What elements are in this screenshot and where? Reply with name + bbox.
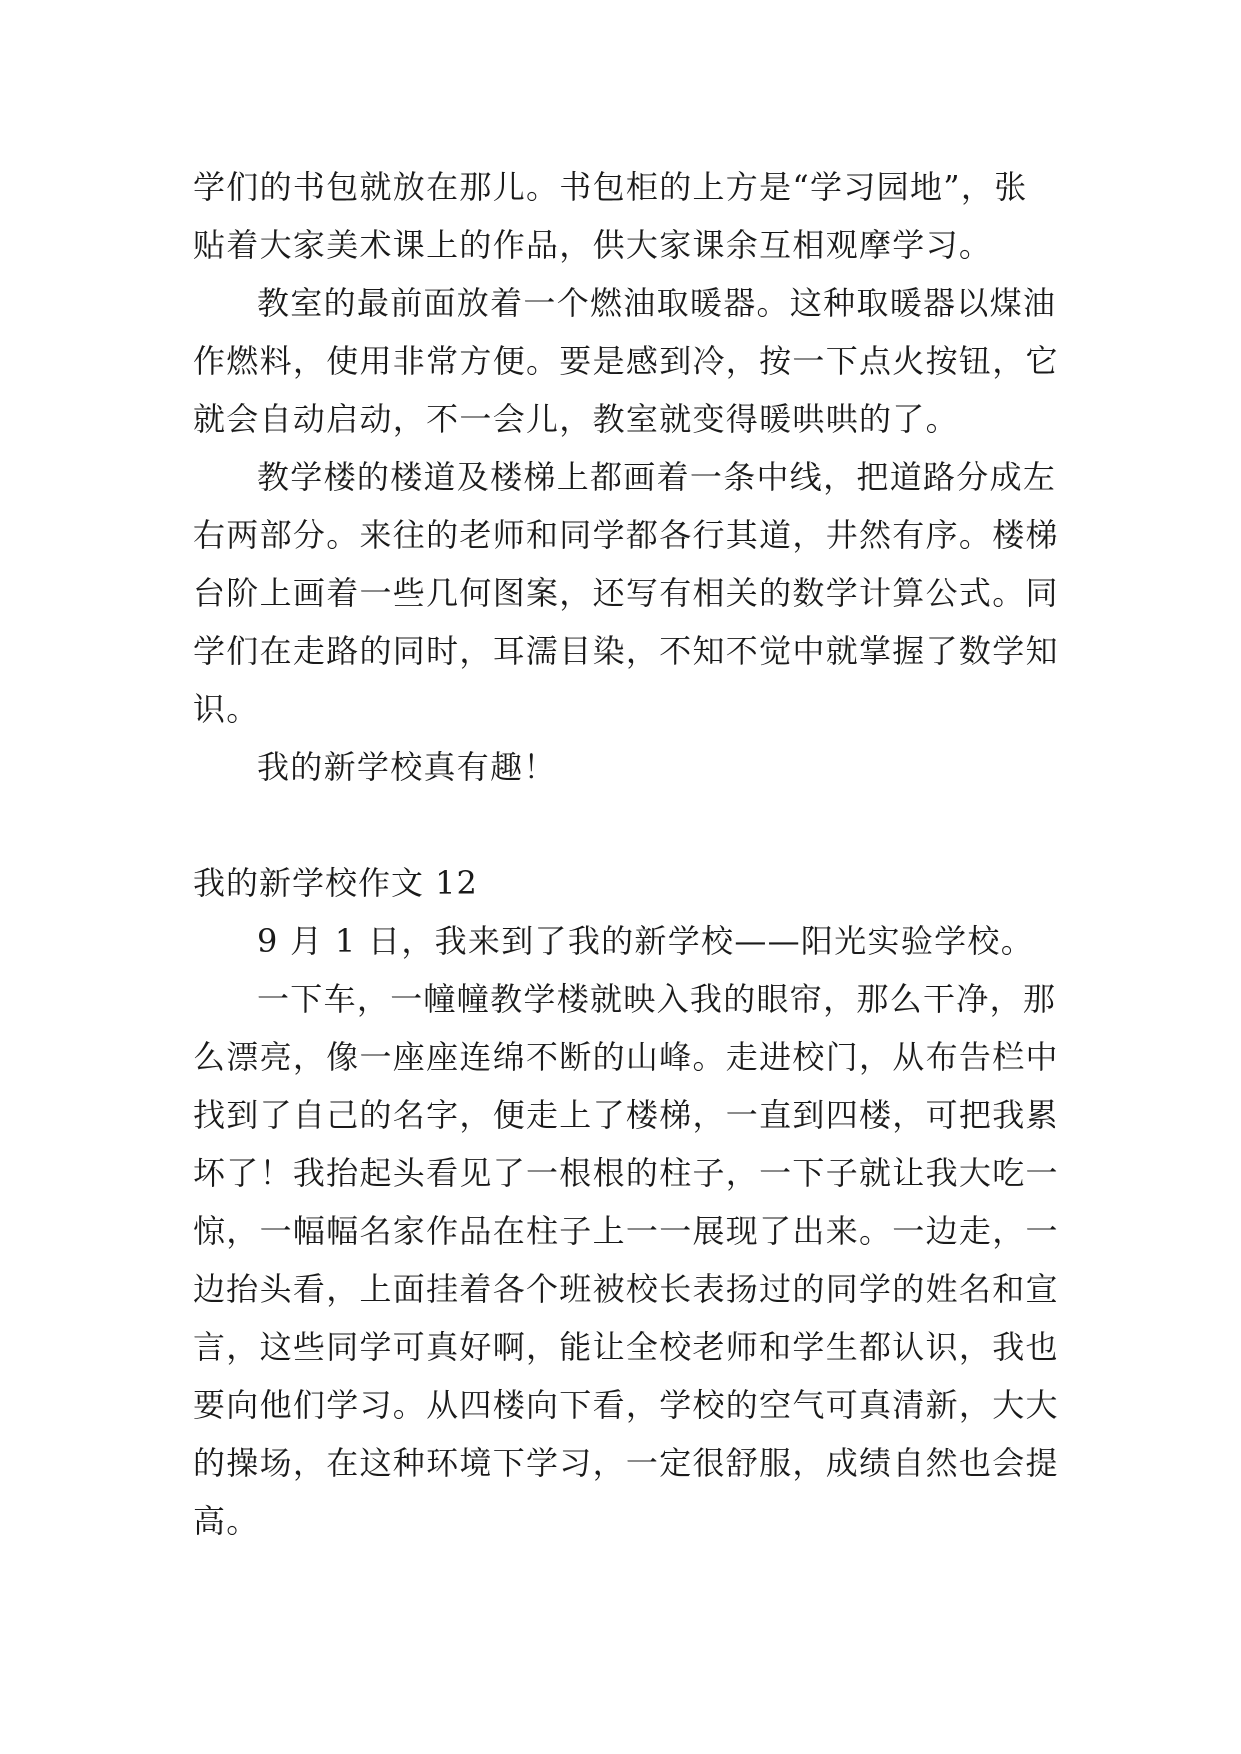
paragraph-date bbox=[193, 912, 1055, 970]
section-gap bbox=[193, 796, 1055, 854]
text-line: 右两部分。来往的老师和同学都各行其道，井然有序。楼梯 bbox=[193, 516, 1059, 554]
text-line: 就会自动启动，不一会儿，教室就变得暖哄哄的了。 bbox=[193, 400, 959, 438]
document-page bbox=[193, 158, 1059, 1550]
text-line: 台阶上画着一些几何图案，还写有相关的数学计算公式。同 bbox=[193, 574, 1059, 612]
text-line: 么漂亮，像一座座连绵不断的山峰。走进校门，从布告栏中 bbox=[193, 1038, 1059, 1076]
paragraph-heater bbox=[193, 274, 1059, 448]
text-line: 边抬头看，上面挂着各个班被校长表扬过的同学的姓名和宣 bbox=[193, 1270, 1059, 1308]
text-line: 高。 bbox=[193, 1502, 260, 1540]
text-line: 惊，一幅幅名家作品在柱子上一一展现了出来。一边走，一 bbox=[193, 1212, 1059, 1250]
essay-title: 我的新学校作文 12 bbox=[193, 864, 478, 902]
text-line: 找到了自己的名字，便走上了楼梯，一直到四楼，可把我累 bbox=[193, 1096, 1059, 1134]
paragraph-conclusion bbox=[193, 738, 1055, 796]
text-line: 坏了！我抬起头看见了一根根的柱子，一下子就让我大吃一 bbox=[193, 1154, 1059, 1192]
text-line: 我的新学校真有趣！ bbox=[257, 748, 557, 786]
text-line: 学们的书包就放在那儿。书包柜的上方是“学习园地”，张 bbox=[193, 168, 1028, 206]
paragraph-stairs bbox=[193, 448, 1059, 738]
text-line: 言，这些同学可真好啊，能让全校老师和学生都认识，我也 bbox=[193, 1328, 1059, 1366]
text-line: 教学楼的楼道及楼梯上都画着一条中线，把道路分成左 bbox=[257, 458, 1057, 496]
text-line: 一下车，一幢幢教学楼就映入我的眼帘，那么干净，那 bbox=[257, 980, 1057, 1018]
text-line: 9 月 1 日，我来到了我的新学校——阳光实验学校。 bbox=[257, 922, 1035, 960]
paragraph-bookcase bbox=[193, 158, 1055, 274]
text-line: 学们在走路的同时，耳濡目染，不知不觉中就掌握了数学知 bbox=[193, 632, 1059, 670]
text-line: 识。 bbox=[193, 690, 260, 728]
text-line: 要向他们学习。从四楼向下看，学校的空气可真清新，大大 bbox=[193, 1386, 1059, 1424]
text-line: 教室的最前面放着一个燃油取暖器。这种取暖器以煤油 bbox=[257, 284, 1057, 322]
text-line: 作燃料，使用非常方便。要是感到冷，按一下点火按钮，它 bbox=[193, 342, 1059, 380]
text-line: 的操场，在这种环境下学习，一定很舒服，成绩自然也会提 bbox=[193, 1444, 1059, 1482]
text-line: 贴着大家美术课上的作品，供大家课余互相观摩学习。 bbox=[193, 226, 993, 264]
paragraph-arrival bbox=[193, 970, 1059, 1550]
